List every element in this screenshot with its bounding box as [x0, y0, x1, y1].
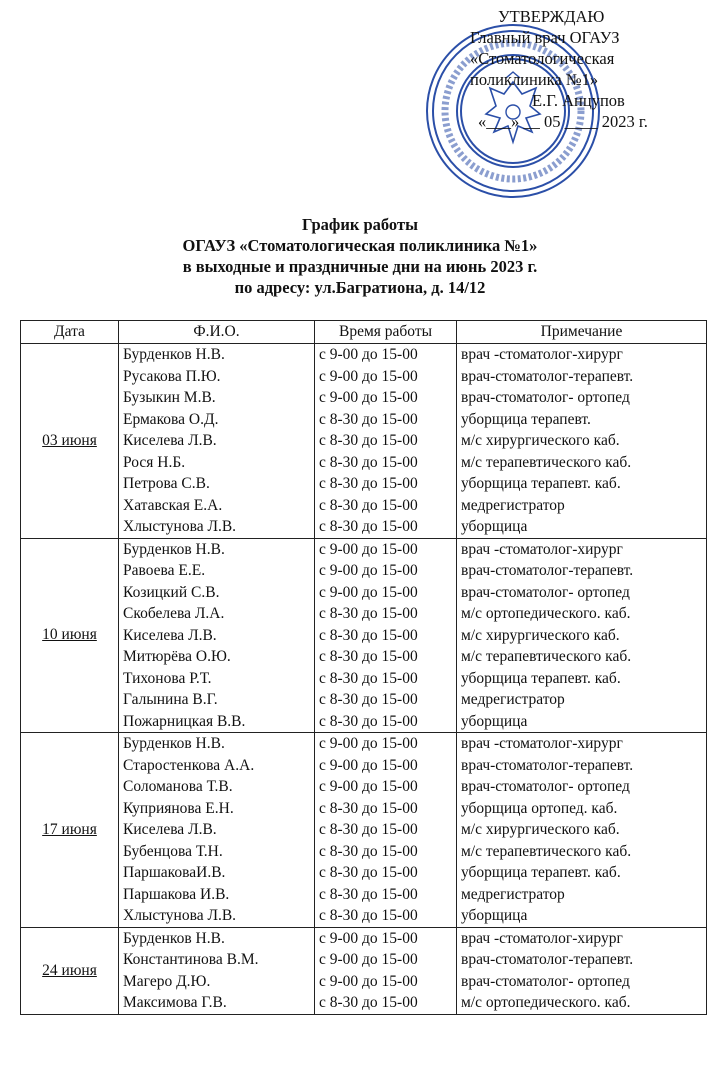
work-time: с 9-00 до 15-00 — [319, 735, 418, 752]
work-time: с 8-30 до 15-00 — [319, 475, 418, 492]
person-name: Киселева Л.В. — [123, 821, 217, 838]
note-text: врач-стоматолог- ортопед — [461, 583, 630, 601]
note-text: врач -стоматолог-хирург — [461, 735, 623, 752]
note-text: м/с терапевтического каб. — [461, 648, 632, 665]
person-name: ПаршаковаИ.В. — [123, 864, 226, 881]
person-name: Паршакова И.В. — [123, 885, 230, 903]
work-time: с 8-30 до 15-00 — [319, 691, 418, 708]
work-time: с 8-30 до 15-00 — [319, 410, 418, 428]
person-name: Галынина В.Г. — [123, 691, 218, 708]
work-time: с 8-30 до 15-00 — [319, 605, 418, 622]
work-time: с 8-30 до 15-00 — [319, 799, 418, 817]
work-time: с 9-00 до 15-00 — [319, 972, 418, 990]
work-time: с 8-30 до 15-00 — [319, 669, 418, 687]
work-time: с 9-00 до 15-00 — [319, 929, 418, 947]
note-text: уборщица терапевт. — [461, 410, 591, 428]
date-cell: 03 июня — [21, 344, 119, 539]
work-time: с 9-00 до 15-00 — [319, 756, 418, 774]
note-text: уборщица терапевт. каб. — [461, 864, 621, 881]
person-name: Козицкий С.В. — [123, 583, 220, 601]
note-cell — [457, 927, 707, 1014]
note-text: медрегистратор — [461, 496, 565, 514]
note-cell — [457, 733, 707, 928]
person-name: Бурденков Н.В. — [123, 929, 225, 947]
person-name: Тихонова Р.Т. — [123, 669, 212, 687]
work-time: с 8-30 до 15-00 — [319, 907, 418, 924]
work-time: с 9-00 до 15-00 — [319, 562, 418, 579]
person-name: Максимова Г.В. — [123, 994, 227, 1011]
work-time: с 8-30 до 15-00 — [319, 432, 418, 449]
note-text: врач-стоматолог-терапевт. — [461, 562, 634, 579]
note-text: уборщица — [461, 518, 528, 535]
person-name: Киселева Л.В. — [123, 432, 217, 449]
time-cell — [315, 344, 457, 539]
approval-title: УТВЕРЖДАЮ — [498, 7, 605, 26]
table-header-row — [21, 321, 707, 344]
header-time: Время работы — [315, 321, 457, 344]
work-time: с 9-00 до 15-00 — [319, 346, 418, 363]
person-name: Равоева Е.Е. — [123, 562, 206, 579]
header-name: Ф.И.О. — [119, 321, 315, 344]
person-name: Куприянова Е.Н. — [123, 799, 234, 817]
person-name: Скобелева Л.А. — [123, 605, 225, 622]
person-name: Петрова С.В. — [123, 475, 210, 492]
time-cell — [315, 733, 457, 928]
person-name: Русакова П.Ю. — [123, 367, 221, 385]
person-name: Константинова В.М. — [123, 951, 259, 968]
work-time: с 8-30 до 15-00 — [319, 626, 418, 644]
note-text: м/с ортопедического. каб. — [461, 605, 631, 622]
work-time: с 9-00 до 15-00 — [319, 778, 418, 795]
person-name: Старостенкова А.А. — [123, 756, 255, 774]
date-cell: 24 июня — [21, 927, 119, 1014]
name-cell — [119, 344, 315, 539]
person-name: Хатавская Е.А. — [123, 496, 223, 514]
approval-line-3: поликлиника №1» — [470, 70, 599, 89]
note-text: уборщица — [461, 907, 528, 924]
date-cell: 10 июня — [21, 538, 119, 733]
person-name: Бурденков Н.В. — [123, 346, 225, 363]
person-name: Киселева Л.В. — [123, 626, 217, 644]
approval-block — [470, 6, 710, 132]
heading-line-2: ОГАУЗ «Стоматологическая поликлиника №1» — [182, 236, 538, 255]
note-text: м/с хирургического каб. — [461, 626, 620, 644]
table-row — [21, 927, 707, 1014]
person-name: Хлыстунова Л.В. — [123, 907, 237, 924]
work-time: с 8-30 до 15-00 — [319, 453, 418, 471]
person-name: Бузыкин М.В. — [123, 389, 216, 406]
note-cell — [457, 344, 707, 539]
note-text: врач -стоматолог-хирург — [461, 540, 623, 558]
work-time: с 8-30 до 15-00 — [319, 712, 418, 730]
date-cell: 17 июня — [21, 733, 119, 928]
work-time: с 8-30 до 15-00 — [319, 496, 418, 514]
work-time: с 8-30 до 15-00 — [319, 885, 418, 903]
note-text: уборщица терапевт. каб. — [461, 669, 621, 687]
name-cell — [119, 538, 315, 733]
person-name: Митюрёва О.Ю. — [123, 648, 231, 665]
work-time: с 8-30 до 15-00 — [319, 821, 418, 838]
heading-line-1: График работы — [302, 215, 418, 234]
note-text: уборщица — [461, 712, 528, 730]
approval-line-2: «Стоматологическая — [470, 49, 615, 68]
person-name: Бубенцова Т.Н. — [123, 842, 223, 860]
approval-date: «___» __ 05 ____ 2023 г. — [478, 112, 648, 131]
note-text: м/с хирургического каб. — [461, 432, 620, 449]
note-text: уборщица ортопед. каб. — [461, 799, 618, 817]
person-name: Ермакова О.Д. — [123, 410, 219, 428]
header-note: Примечание — [457, 321, 707, 344]
note-text: м/с хирургического каб. — [461, 821, 620, 838]
person-name: Бурденков Н.В. — [123, 735, 225, 752]
note-text: уборщица терапевт. каб. — [461, 475, 621, 492]
note-text: медрегистратор — [461, 885, 565, 903]
note-text: врач-стоматолог-терапевт. — [461, 756, 634, 774]
note-cell — [457, 538, 707, 733]
note-text: врач -стоматолог-хирург — [461, 346, 623, 363]
note-text: врач-стоматолог-терапевт. — [461, 367, 634, 385]
person-name: Пожарницкая В.В. — [123, 712, 246, 730]
person-name: Бурденков Н.В. — [123, 540, 225, 558]
work-time: с 8-30 до 15-00 — [319, 648, 418, 665]
person-name: Рося Н.Б. — [123, 453, 186, 471]
table-row — [21, 344, 707, 539]
person-name: Соломанова Т.В. — [123, 778, 233, 795]
person-name: Хлыстунова Л.В. — [123, 518, 237, 535]
note-text: м/с ортопедического. каб. — [461, 994, 631, 1011]
work-time: с 9-00 до 15-00 — [319, 367, 418, 385]
work-time: с 9-00 до 15-00 — [319, 389, 418, 406]
work-time: с 9-00 до 15-00 — [319, 951, 418, 968]
note-text: врач-стоматолог- ортопед — [461, 778, 630, 795]
time-cell — [315, 927, 457, 1014]
work-time: с 8-30 до 15-00 — [319, 864, 418, 881]
heading-line-4: по адресу: ул.Багратиона, д. 14/12 — [234, 278, 486, 297]
work-time: с 9-00 до 15-00 — [319, 540, 418, 558]
note-text: врач-стоматолог-терапевт. — [461, 951, 634, 968]
note-text: м/с терапевтического каб. — [461, 842, 632, 860]
note-text: врач-стоматолог- ортопед — [461, 389, 630, 406]
table-row — [21, 733, 707, 928]
note-text: врач -стоматолог-хирург — [461, 929, 623, 947]
heading-line-3: в выходные и праздничные дни на июнь 2023 г. — [182, 257, 538, 276]
approval-signer: Е.Г. Анцупов — [532, 91, 625, 110]
note-text: м/с терапевтического каб. — [461, 453, 632, 471]
work-time: с 9-00 до 15-00 — [319, 583, 418, 601]
name-cell — [119, 733, 315, 928]
note-text: медрегистратор — [461, 691, 565, 708]
note-text: врач-стоматолог- ортопед — [461, 972, 630, 990]
person-name: Магеро Д.Ю. — [123, 972, 211, 990]
name-cell — [119, 927, 315, 1014]
approval-line-1: Главный врач ОГАУЗ — [470, 28, 620, 47]
work-time: с 8-30 до 15-00 — [319, 518, 418, 535]
header-date: Дата — [21, 321, 119, 344]
work-time: с 8-30 до 15-00 — [319, 842, 418, 860]
document-heading — [0, 214, 720, 298]
schedule-table — [20, 320, 707, 1015]
time-cell — [315, 538, 457, 733]
work-time: с 8-30 до 15-00 — [319, 994, 418, 1011]
table-row — [21, 538, 707, 733]
